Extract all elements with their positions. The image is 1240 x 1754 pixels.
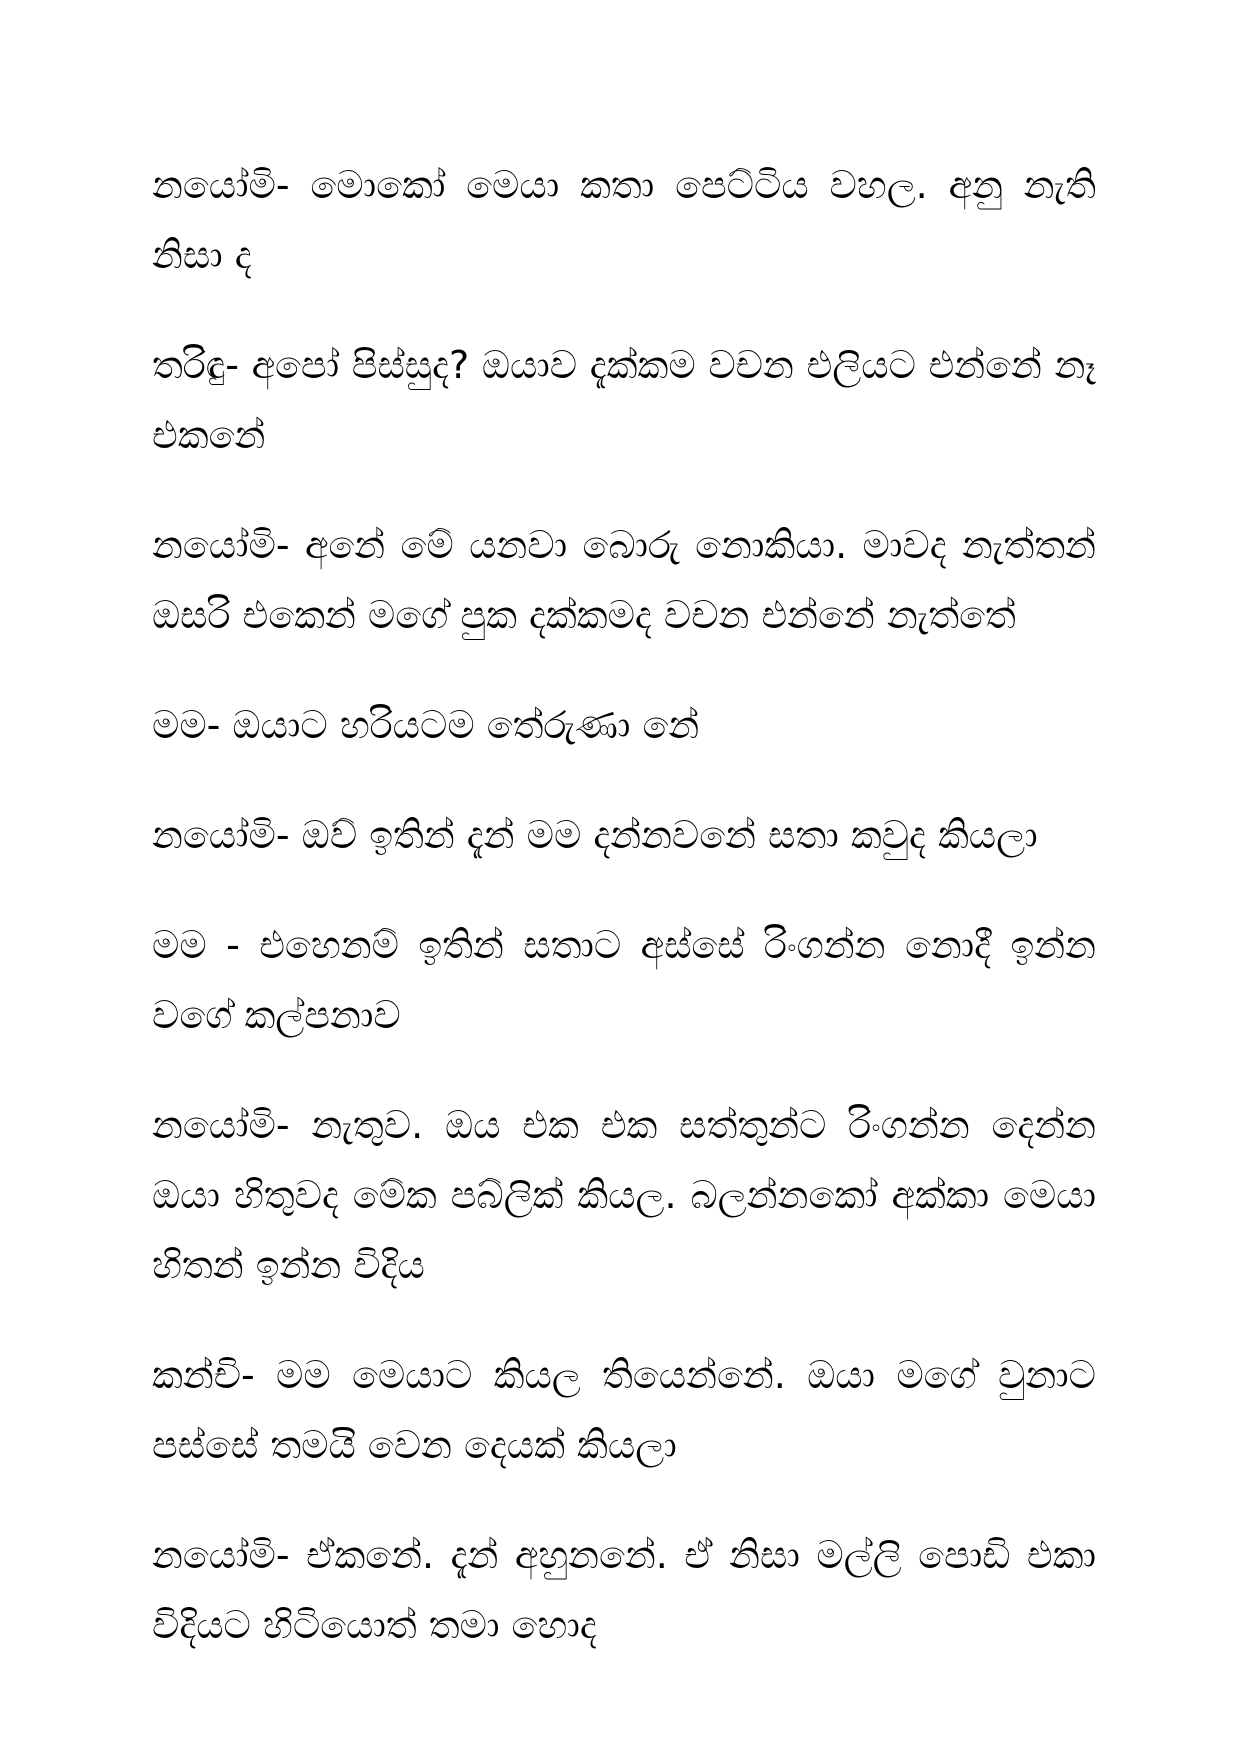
paragraph-5: නයෝමි- ඔව් ඉතින් දැන් මම දන්නවනේ සතා කවුද කියලා — [152, 813, 1038, 857]
paragraph-2: තරිඳු- අපෝ පිස්සුද? ඔයාව දැක්කම වචන එලියට එන්නේ නෑ එකනේ — [152, 343, 1096, 457]
paragraph-9: නයෝමි- ඒකනේ. දැන් අහුනනේ. ඒ නිසා මල්ලි පොඩි එකා විදියට හිටියොත් තමා හොද — [152, 1533, 1096, 1647]
paragraph-8: කන්චි- මම මෙයාට කියල තියෙන්නේ. ඔයා මගේ වුනාට පස්සේ තමයි වෙන දෙයක් කියලා — [152, 1353, 1096, 1467]
paragraph-6: මම - එහෙනම් ඉතින් සතාට අස්සේ රිංගන්න නොදී ඉන්න වගේ කල්පනාව — [152, 923, 1096, 1037]
paragraph-3: නයෝමි- අනේ මේ යනවා බොරු නොකියා. මාවද නැත්තන් ඔසරි එකෙන් මගේ පුක දක්කමද වචන එන්නේ නැත්තේ — [152, 523, 1096, 637]
paragraph-7: නයෝමි- නැතුව. ඔය එක එක සත්තුන්ට රිංගන්න දෙන්න ඔයා හිතුවද මේක පබ්ලික් කියල. බලන්නකෝ අක්කා මෙයා හිතන් ඉන්න විදිය — [152, 1103, 1096, 1287]
paragraph-1: නයෝමි- මොකෝ මෙයා කතා පෙට්ටිය වහල. අනු නැති නිසා ද — [152, 163, 1096, 277]
paragraph-4: මම- ඔයාට හරියටම තේරුණා නේ — [152, 703, 700, 747]
dialogue-text — [152, 150, 1096, 1660]
